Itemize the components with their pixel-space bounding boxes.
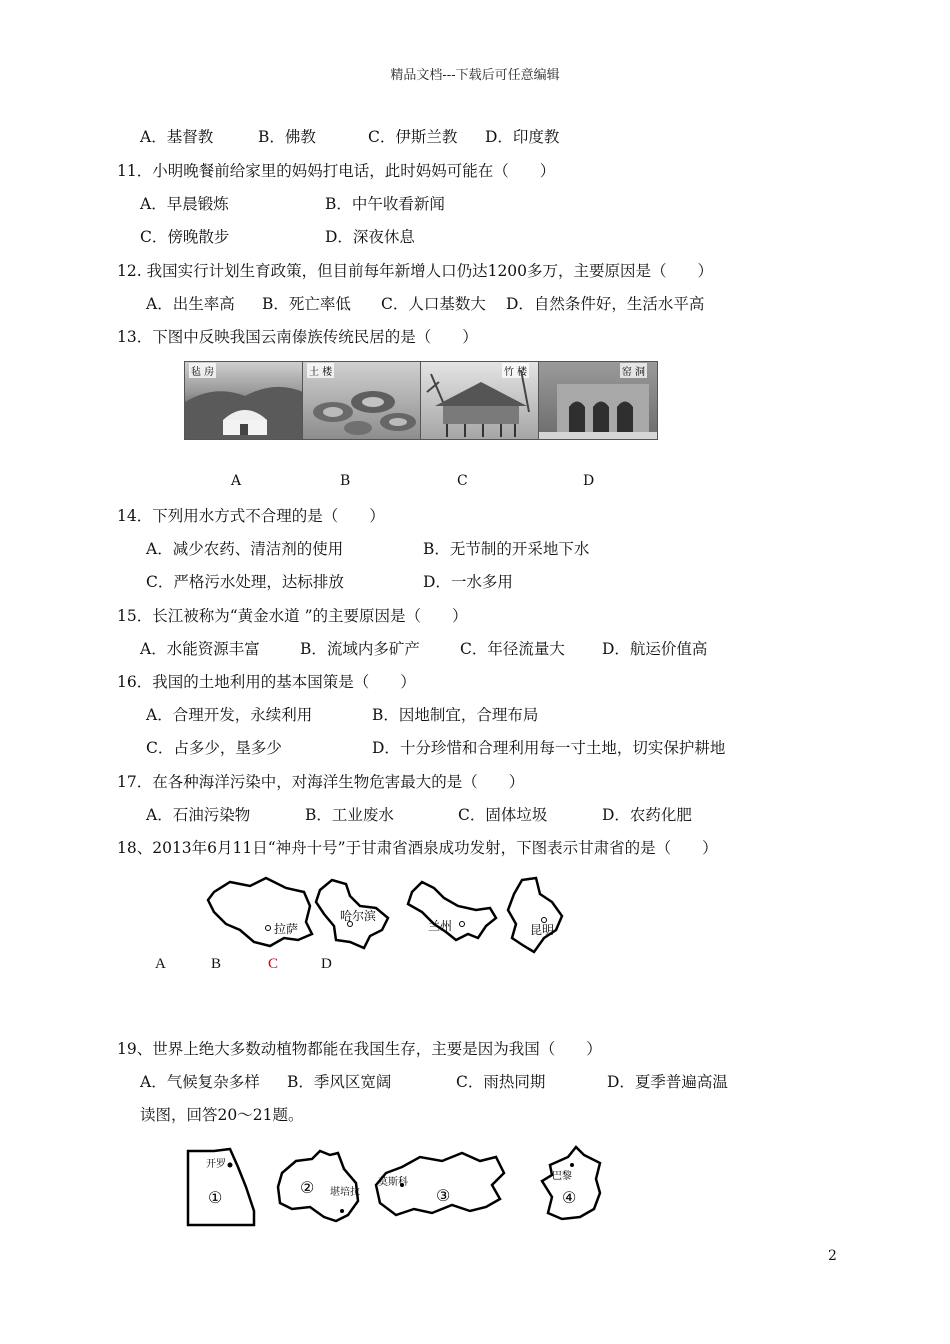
q12-option-b[interactable]: B．死亡率低 — [262, 295, 351, 313]
q10-option-a[interactable]: A．基督教 — [140, 128, 214, 146]
q14-option-d[interactable]: D．一水多用 — [423, 573, 513, 591]
q15-option-c[interactable]: C．年径流量大 — [460, 640, 565, 658]
russia-map[interactable] — [376, 1153, 504, 1215]
q18-letter-c-answer[interactable]: C — [268, 956, 279, 972]
q19-option-a[interactable]: A．气候复杂多样 — [140, 1073, 260, 1091]
q12-option-a[interactable]: A．出生率高 — [146, 295, 235, 313]
q13-letter-b[interactable]: B — [340, 473, 351, 489]
q16-option-c[interactable]: C．占多少，垦多少 — [146, 739, 282, 757]
q14-option-a[interactable]: A．减少农药、清洁剂的使用 — [146, 540, 344, 558]
gansu-map[interactable] — [408, 882, 496, 940]
q11-option-d[interactable]: D．深夜休息 — [325, 228, 415, 246]
france-map[interactable] — [542, 1147, 600, 1219]
q16-option-d[interactable]: D．十分珍惜和合理利用每一寸土地，切实保护耕地 — [372, 739, 726, 757]
australia-map[interactable] — [278, 1151, 360, 1221]
city-paris: 巴黎 — [552, 1171, 572, 1182]
q15-text: 15．长江被称为“黄金水道 ”的主要原因是（ ） — [117, 607, 468, 625]
q14-option-c[interactable]: C．严格污水处理，达标排放 — [146, 573, 344, 591]
q18-letter-a[interactable]: A — [155, 956, 166, 972]
bamboo-house-label: 竹 楼 — [502, 363, 529, 378]
q13-text: 13．下图中反映我国云南傣族传统民居的是（ ） — [117, 328, 478, 346]
egypt-map[interactable] — [188, 1149, 254, 1225]
yurt-label: 毡 房 — [189, 363, 216, 378]
city-moscow: 莫斯科 — [378, 1177, 408, 1188]
q18-province-maps — [200, 872, 570, 962]
q18-letter-b[interactable]: B — [211, 956, 222, 972]
q14-option-b[interactable]: B．无节制的开采地下水 — [423, 540, 590, 558]
yunnan-map[interactable] — [508, 878, 562, 952]
q15-option-a[interactable]: A．水能资源丰富 — [140, 640, 260, 658]
bamboo-house-icon — [421, 362, 539, 439]
q17-option-d[interactable]: D．农药化肥 — [602, 806, 692, 824]
q13-letter-d[interactable]: D — [583, 473, 595, 489]
q20-country-maps — [180, 1143, 630, 1233]
city-lanzhou: 兰州 — [428, 919, 453, 933]
q16-option-b[interactable]: B．因地制宜，合理布局 — [372, 706, 539, 724]
q17-option-b[interactable]: B．工业废水 — [305, 806, 394, 824]
q19-option-b[interactable]: B．季风区宽阔 — [287, 1073, 392, 1091]
yurt-photo[interactable] — [184, 361, 304, 440]
q19-text: 19、世界上绝大多数动植物都能在我国生存，主要是因为我国（ ） — [117, 1040, 602, 1058]
bamboo-house-photo[interactable] — [420, 361, 540, 440]
q17-option-c[interactable]: C．固体垃圾 — [458, 806, 548, 824]
q17-option-a[interactable]: A．石油污染物 — [146, 806, 251, 824]
q16-text: 16．我国的土地利用的基本国策是（ ） — [117, 673, 416, 691]
city-kunming: 昆明 — [530, 923, 555, 937]
city-harbin: 哈尔滨 — [340, 909, 377, 923]
q12-option-d[interactable]: D．自然条件好，生活水平高 — [506, 295, 705, 313]
q11-text: 11．小明晚餐前给家里的妈妈打电话，此时妈妈可能在（ ） — [117, 162, 556, 180]
page-number: 2 — [828, 1248, 837, 1264]
q12-option-c[interactable]: C．人口基数大 — [381, 295, 486, 313]
cave-dwelling-label: 窑 洞 — [620, 363, 647, 378]
q17-text: 17．在各种海洋污染中，对海洋生物危害最大的是（ ） — [117, 773, 525, 791]
q13-letter-a[interactable]: A — [231, 473, 242, 489]
map-number-4: ④ — [562, 1188, 577, 1207]
q13-letter-c[interactable]: C — [457, 473, 468, 489]
q18-letter-d[interactable]: D — [321, 956, 332, 972]
q15-option-d[interactable]: D．航运价值高 — [602, 640, 708, 658]
q10-option-b[interactable]: B．佛教 — [258, 128, 316, 146]
q18-text: 18、2013年6月11日“神舟十号”于甘肃省酒泉成功发射，下图表示甘肃省的是（ ） — [117, 839, 718, 857]
tulou-photo[interactable] — [302, 361, 422, 440]
cave-dwelling-photo[interactable] — [538, 361, 658, 440]
city-canberra: 堪培拉 — [330, 1187, 360, 1198]
map-number-3: ③ — [436, 1186, 451, 1205]
q19-option-d[interactable]: D．夏季普遍高温 — [607, 1073, 728, 1091]
q19-option-c[interactable]: C．雨热同期 — [456, 1073, 546, 1091]
page-header: 精品文档---下载后可任意编辑 — [390, 68, 560, 83]
city-cairo: 开罗 — [206, 1159, 226, 1170]
yurt-icon — [185, 362, 303, 439]
q16-option-a[interactable]: A．合理开发，永续利用 — [146, 706, 313, 724]
q13-photo-strip — [184, 361, 664, 438]
tulou-label: 土 楼 — [307, 363, 334, 378]
q10-option-c[interactable]: C．伊斯兰教 — [368, 128, 458, 146]
q12-text: 12. 我国实行计划生育政策，但目前每年新增人口仍达1200多万，主要原因是（ ） — [117, 262, 714, 280]
q11-option-a[interactable]: A．早晨锻炼 — [140, 195, 229, 213]
map-number-1: ① — [208, 1188, 223, 1207]
q11-option-b[interactable]: B．中午收看新闻 — [325, 195, 445, 213]
cave-dwelling-icon — [539, 362, 657, 439]
city-lhasa: 拉萨 — [274, 922, 299, 936]
q14-text: 14．下列用水方式不合理的是（ ） — [117, 507, 385, 525]
map-number-2: ② — [300, 1178, 315, 1197]
tulou-icon — [303, 362, 421, 439]
q10-option-d[interactable]: D．印度教 — [485, 128, 560, 146]
heilongjiang-map[interactable] — [316, 880, 388, 948]
q11-option-c[interactable]: C．傍晚散步 — [140, 228, 230, 246]
tibet-map[interactable] — [208, 878, 312, 946]
read-instruction: 读图，回答20～21题。 — [140, 1106, 304, 1124]
q15-option-b[interactable]: B．流域内多矿产 — [300, 640, 420, 658]
